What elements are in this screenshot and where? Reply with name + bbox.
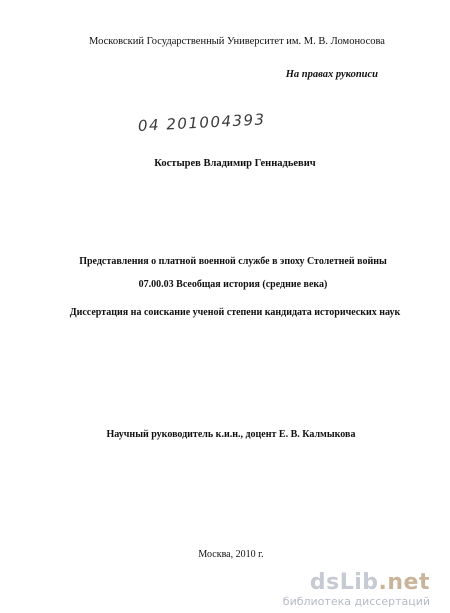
watermark-logo-main: dsLib	[309, 570, 379, 595]
degree-statement: Диссертация на соискание ученой степени кандидата исторических наук	[69, 307, 401, 318]
scientific-supervisor: Научный руководитель к.и.н., доцент Е. В. Калмыкова	[106, 429, 356, 440]
rights-notice: На правах рукописи	[285, 69, 378, 80]
watermark-logo	[283, 572, 430, 594]
city-and-year: Москва, 2010 г.	[198, 549, 264, 560]
handwritten-registration-number: 04 201004393	[137, 110, 267, 135]
watermark-logo-tld: .net	[378, 570, 430, 595]
specialty-code: 07.00.03 Всеобщая история (средние века)	[138, 279, 328, 290]
watermark-caption: библиотека диссертаций	[282, 595, 430, 608]
dissertation-title: Представления о платной военной службе в эпоху Столетней войны	[79, 256, 387, 267]
university-name: Московский Государственный Университет им. М. В. Ломоносова	[89, 36, 385, 47]
author-name: Костырев Владимир Геннадьевич	[154, 158, 316, 169]
dslib-watermark	[283, 572, 430, 607]
